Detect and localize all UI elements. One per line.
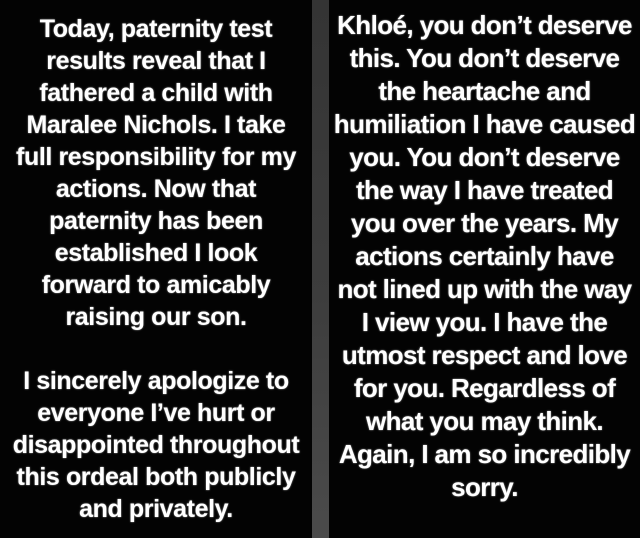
text-line: forward to amicably <box>41 271 271 299</box>
text-line: fathered a child with <box>39 79 273 107</box>
text-line: I view you. I have the <box>361 307 608 337</box>
text-line: actions. Now that <box>55 175 257 203</box>
text-line: results reveal that I <box>46 47 266 75</box>
text-line: you over the years. My <box>350 208 619 238</box>
text-line: sorry. <box>451 472 518 502</box>
text-line: raising our son. <box>65 303 247 331</box>
text-line: established I look <box>54 239 258 267</box>
text-line: this. You don’t deserve <box>349 43 620 73</box>
text-line: Again, I am so incredibly <box>338 439 631 469</box>
text-line: Khloé, you don’t deserve <box>337 10 632 40</box>
story-statement-left <box>0 0 312 538</box>
panel-divider <box>312 0 329 538</box>
text-line: full responsibility for my <box>16 143 296 171</box>
text-line: Today, paternity test <box>39 15 273 43</box>
text-line: disappointed throughout <box>12 431 300 459</box>
text-line: you. You don’t deserve <box>349 142 620 172</box>
text-line: what you may think. <box>365 406 604 436</box>
blank-line <box>0 333 312 365</box>
story-statement-right <box>329 0 640 538</box>
text-line: not lined up with the way <box>337 274 632 304</box>
text-line: for you. Regardless of <box>353 373 616 403</box>
text-line: the way I have treated <box>355 175 614 205</box>
text-line: actions certainly have <box>355 241 614 271</box>
text-line: utmost respect and love <box>341 340 628 370</box>
text-line: everyone I’ve hurt or <box>37 399 275 427</box>
text-line: paternity has been <box>49 207 263 235</box>
text-line: Maralee Nichols. I take <box>26 111 286 139</box>
text-line: humiliation I have caused <box>333 109 636 139</box>
text-line: and privately. <box>79 495 233 523</box>
text-line: I sincerely apologize to <box>23 367 289 395</box>
text-line: the heartache and <box>378 76 591 106</box>
text-line: this ordeal both publicly <box>16 463 296 491</box>
